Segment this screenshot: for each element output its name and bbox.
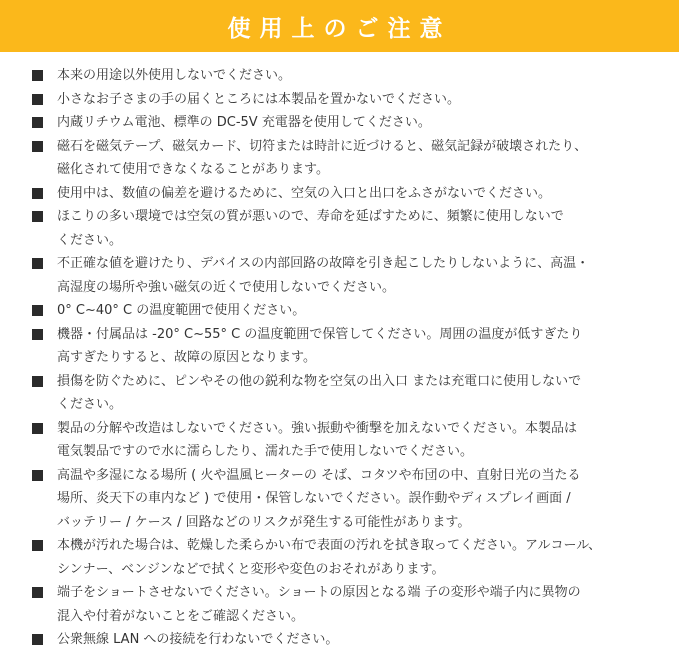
- list-item: [32, 417, 662, 464]
- text-line: 本来の用途以外使用しないでください。: [57, 68, 292, 83]
- text-line: 公衆無線 LAN への接続を行わないでください。: [57, 632, 339, 647]
- list-item: [32, 370, 662, 417]
- list-item-text: [57, 182, 662, 206]
- list-item: [32, 581, 662, 628]
- square-bullet-icon: [32, 141, 43, 152]
- text-line: 機器・付属品は -20° C~55° C の温度範囲で保管してください。周囲の温度が低すぎたり: [57, 326, 583, 342]
- list-item-text: [57, 464, 662, 535]
- list-item-text: [57, 417, 662, 464]
- square-bullet-icon: [32, 117, 43, 128]
- text-line: 高湿度の場所や強い磁気の近くで使用しないでください。: [57, 279, 396, 295]
- list-item: [32, 135, 662, 182]
- square-bullet-icon: [32, 188, 43, 199]
- list-item: [32, 252, 662, 299]
- text-line: 本機が汚れた場合は、乾燥した柔らかい布で表面の汚れを拭き取ってください。アルコール、: [57, 538, 602, 553]
- square-bullet-icon: [32, 329, 43, 340]
- square-bullet-icon: [32, 211, 43, 222]
- list-item: [32, 64, 662, 88]
- text-line: 混入や付着がないことをご確認ください。: [57, 608, 305, 624]
- square-bullet-icon: [32, 540, 43, 551]
- text-line: 場所、炎天下の車内など ) で使用・保管しないでください。誤作動やディスプレイ画面 /: [57, 491, 571, 506]
- text-line: 製品の分解や改造はしないでください。強い振動や衝撃を加えないでください。本製品は: [57, 420, 578, 436]
- text-line: ください。: [57, 232, 123, 248]
- text-line: 内蔵リチウム電池、標準の DC-5V 充電器を使用してください。: [57, 115, 431, 130]
- text-line: 小さなお子さまの手の届くところには本製品を置かないでください。: [57, 91, 461, 107]
- text-line: ください。: [57, 397, 123, 412]
- list-item: [32, 299, 662, 323]
- list-item-text: [57, 628, 662, 652]
- text-line: 高すぎたりすると、故障の原因となります。: [57, 350, 316, 365]
- list-item-text: [57, 323, 662, 370]
- list-item: [32, 205, 662, 252]
- text-line: 磁化されて使用できなくなることがあります。: [57, 162, 329, 177]
- square-bullet-icon: [32, 94, 43, 105]
- square-bullet-icon: [32, 470, 43, 481]
- precautions-list: [32, 64, 662, 652]
- square-bullet-icon: [32, 305, 43, 316]
- list-item-text: [57, 135, 662, 182]
- page-title: 使用上のご注意: [227, 15, 452, 42]
- text-line: 高温や多湿になる場所 ( 火や温風ヒーターの そば、コタツや布団の中、直射日光の当たる: [57, 467, 581, 483]
- text-line: 損傷を防ぐために、ピンやその他の鋭利な物を空気の出入口 または充電口に使用しないで: [57, 373, 582, 389]
- square-bullet-icon: [32, 258, 43, 269]
- text-line: バッテリー / ケース / 回路などのリスクが発生する可能性があります。: [57, 514, 471, 530]
- text-line: ほこりの多い環境では空気の質が悪いので、寿命を延ばすために、頻繁に使用しないで: [57, 209, 564, 224]
- list-item: [32, 534, 662, 581]
- text-line: 電気製品ですので水に濡らしたり、濡れた手で使用しないでください。: [57, 444, 474, 459]
- list-item-text: [57, 299, 662, 323]
- header-banner: [0, 0, 679, 52]
- text-line: 0° C~40° C の温度範囲で使用ください。: [57, 303, 306, 318]
- list-item-text: [57, 370, 662, 417]
- text-line: 不正確な値を避けたり、デバイスの内部回路の故障を引き起こしたりしないように、高温・: [57, 256, 590, 271]
- square-bullet-icon: [32, 587, 43, 598]
- list-item-text: [57, 252, 662, 299]
- list-item-text: [57, 581, 662, 628]
- square-bullet-icon: [32, 376, 43, 387]
- list-item: [32, 323, 662, 370]
- list-item: [32, 88, 662, 112]
- text-line: 使用中は、数値の偏差を避けるために、空気の入口と出口をふさがないでください。: [57, 185, 552, 201]
- list-item: [32, 464, 662, 535]
- text-line: シンナー、ベンジンなどで拭くと変形や変色のおそれがあります。: [57, 561, 445, 577]
- list-item: [32, 628, 662, 652]
- text-line: 磁石を磁気テープ、磁気カード、切符または時計に近づけると、磁気記録が破壊されたり、: [57, 138, 588, 154]
- list-item: [32, 182, 662, 206]
- square-bullet-icon: [32, 634, 43, 645]
- list-item-text: [57, 534, 662, 581]
- list-item-text: [57, 111, 662, 135]
- text-line: 端子をショートさせないでください。ショートの原因となる端 子の変形や端子内に異物の: [57, 585, 581, 600]
- list-item-text: [57, 64, 662, 88]
- list-item: [32, 111, 662, 135]
- square-bullet-icon: [32, 70, 43, 81]
- list-item-text: [57, 88, 662, 112]
- square-bullet-icon: [32, 423, 43, 434]
- list-item-text: [57, 205, 662, 252]
